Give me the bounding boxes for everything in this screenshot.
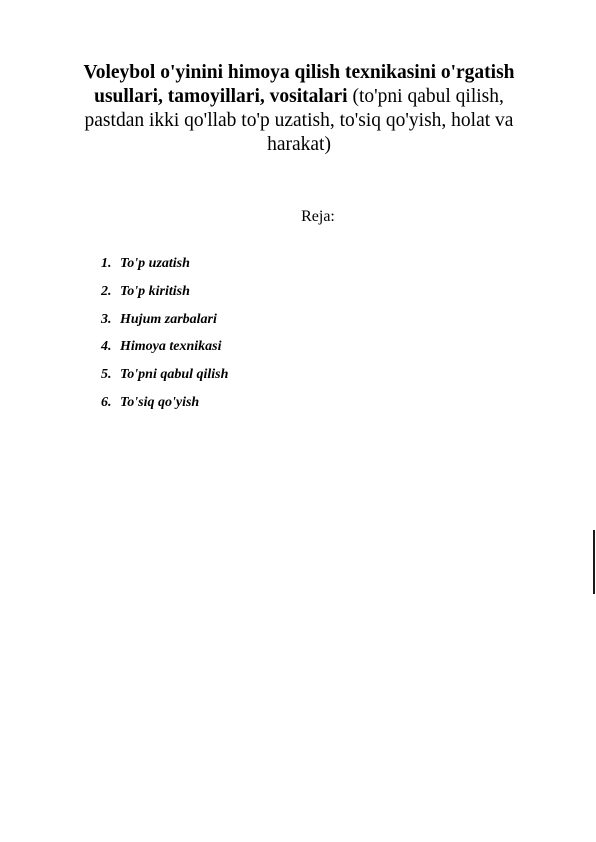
list-item-text: To'siq qo'yish bbox=[120, 394, 200, 410]
list-item-number: 3. bbox=[101, 311, 112, 327]
page-edge-mark bbox=[593, 530, 595, 594]
list-item bbox=[101, 255, 228, 283]
list-item-text: Himoya texnikasi bbox=[120, 339, 222, 355]
list-item bbox=[101, 394, 228, 422]
list-item bbox=[101, 366, 228, 394]
title-bold-part: Voleybol o'yinini himoya qilish texnikasini o'rgatish usullari, tamoyillari, vositalari bbox=[83, 62, 515, 107]
title-regular-part: (to'pni qabul qilish, pastdan ikki qo'llab to'p uzatish, to'siq qo'yish, holat va harakat) bbox=[84, 86, 514, 155]
list-item-number: 6. bbox=[101, 394, 112, 410]
plan-heading: Reja: bbox=[301, 208, 335, 225]
list-item-text: Hujum zarbalari bbox=[120, 311, 217, 327]
list-item-number: 2. bbox=[101, 283, 112, 299]
list-item bbox=[101, 311, 228, 339]
list-item bbox=[101, 283, 228, 311]
list-item-number: 1. bbox=[101, 256, 112, 271]
document-title bbox=[80, 61, 518, 157]
list-item-number: 4. bbox=[101, 339, 112, 355]
list-item-text: To'pni qabul qilish bbox=[120, 367, 229, 383]
list-item bbox=[101, 338, 228, 366]
plan-list bbox=[101, 255, 228, 422]
list-item-text: To'p uzatish bbox=[120, 256, 190, 271]
list-item-text: To'p kiritish bbox=[120, 283, 190, 299]
list-item-number: 5. bbox=[101, 367, 112, 383]
